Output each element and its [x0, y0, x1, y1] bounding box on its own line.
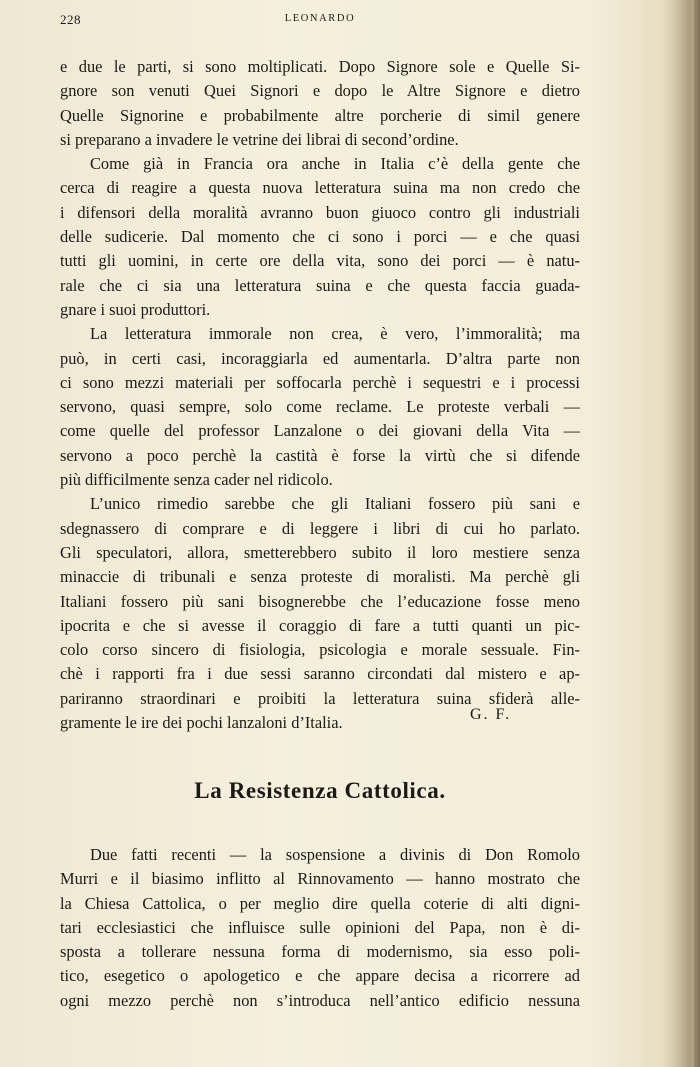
text-line: Due fatti recenti — la sospensione a divinis di Don Romolo	[90, 845, 580, 864]
text-line: Italiani fossero più sani bisognerebbe che l’educazione fosse meno	[60, 591, 580, 611]
text-line: servono, quasi sempre, solo come reclame. Le proteste verbali —	[60, 397, 580, 417]
text-line: cerca di reagire a questa nuova letteratura suina ma non credo che	[60, 178, 580, 198]
text-line: tari ecclesiastici che influisce sulle opinioni del Papa, non è di-	[60, 917, 580, 937]
text-line: rale che ci sia una letteratura suina e che questa faccia guada-	[60, 275, 580, 295]
text-line: L’unico rimedio sarebbe che gli Italiani fossero più sani e	[90, 494, 580, 514]
text-line: Come già in Francia ora anche in Italia c’è della gente che	[90, 154, 580, 174]
text-line: ci sono mezzi materiali per soffocarla perchè i sequestri e i processi	[60, 372, 580, 392]
text-line: minaccie di tribunali e senza proteste di moralisti. Ma perchè gli	[60, 567, 580, 587]
text-line: gnore son venuti Quei Signori e dopo le Altre Signore e dietro	[60, 81, 580, 101]
text-line: gramente le ire dei pochi lanzaloni d’Italia.	[60, 713, 343, 733]
text-line: Gli speculatori, allora, smetterebbero subito il loro mestiere senza	[60, 542, 580, 562]
text-line: Murri e il biasimo inflitto al Rinnovamento — hanno mostrato che	[60, 869, 580, 889]
text-line: servono a poco perchè la castità è forse la virtù che si difende	[60, 445, 580, 465]
text-line: si preparano a invadere le vetrine dei librai di second’ordine.	[60, 129, 459, 149]
text-line: più difficilmente senza cader nel ridicolo.	[60, 470, 333, 490]
text-line: Quelle Signorine e probabilmente altre porcherie di simil genere	[60, 105, 580, 125]
text-line: e due le parti, si sono moltiplicati. Dopo Signore sole e Quelle Si-	[60, 57, 580, 76]
section-title: La Resistenza Cattolica.	[194, 778, 446, 803]
page-gutter-shadow	[662, 0, 700, 1067]
text-line: sposta a tollerare nessuna forma di modernismo, sia esso poli-	[60, 942, 580, 962]
page-number: 228	[60, 12, 81, 27]
text-line: tico, esegetico o apologetico e che appare decisa a ricorrere ad	[60, 966, 580, 986]
text-line: pariranno straordinari e proibiti la letteratura suina sfiderà alle-	[60, 688, 580, 708]
article-body-text	[60, 55, 580, 735]
text-line: come quelle del professor Lanzalone o dei giovani della Vita —	[60, 421, 580, 441]
text-line: tutti gli uomini, in certe ore della vita, sono dei porci — è natu-	[60, 251, 580, 271]
page-edge	[691, 0, 694, 1067]
text-line: i difensori della moralità avranno buon giuoco contro gli industriali	[60, 202, 580, 222]
text-line: può, in certi casi, incoraggiarla ed aumentarla. D’altra parte non	[60, 348, 580, 368]
page-header	[60, 12, 580, 34]
author-signature: G. F.	[470, 706, 512, 723]
text-line: ogni mezzo perchè non s’introduca nell’antico edificio nessuna	[60, 990, 580, 1010]
section-body-text	[60, 843, 580, 1013]
text-line: ipocrita e che si avesse il coraggio di fare a tutti quanti un pic-	[60, 615, 580, 635]
running-head: LEONARDO	[284, 13, 356, 24]
text-line: sdegnassero di comprare e di leggere i libri di cui ho parlato.	[60, 518, 580, 538]
text-line: chè i rapporti fra i due sessi saranno circondati dal mistero e ap-	[60, 664, 580, 684]
text-line: la Chiesa Cattolica, o per meglio dire quella coterie di alti digni-	[60, 893, 580, 913]
text-line: La letteratura immorale non crea, è vero, l’immoralità; ma	[90, 324, 580, 344]
text-line: delle sudicerie. Dal momento che ci sono i porci — e che quasi	[60, 227, 580, 247]
text-line: gnare i suoi produttori.	[60, 299, 211, 319]
text-line: colo corso sincero di fisiologia, psicologia e morale sessuale. Fin-	[60, 640, 580, 660]
